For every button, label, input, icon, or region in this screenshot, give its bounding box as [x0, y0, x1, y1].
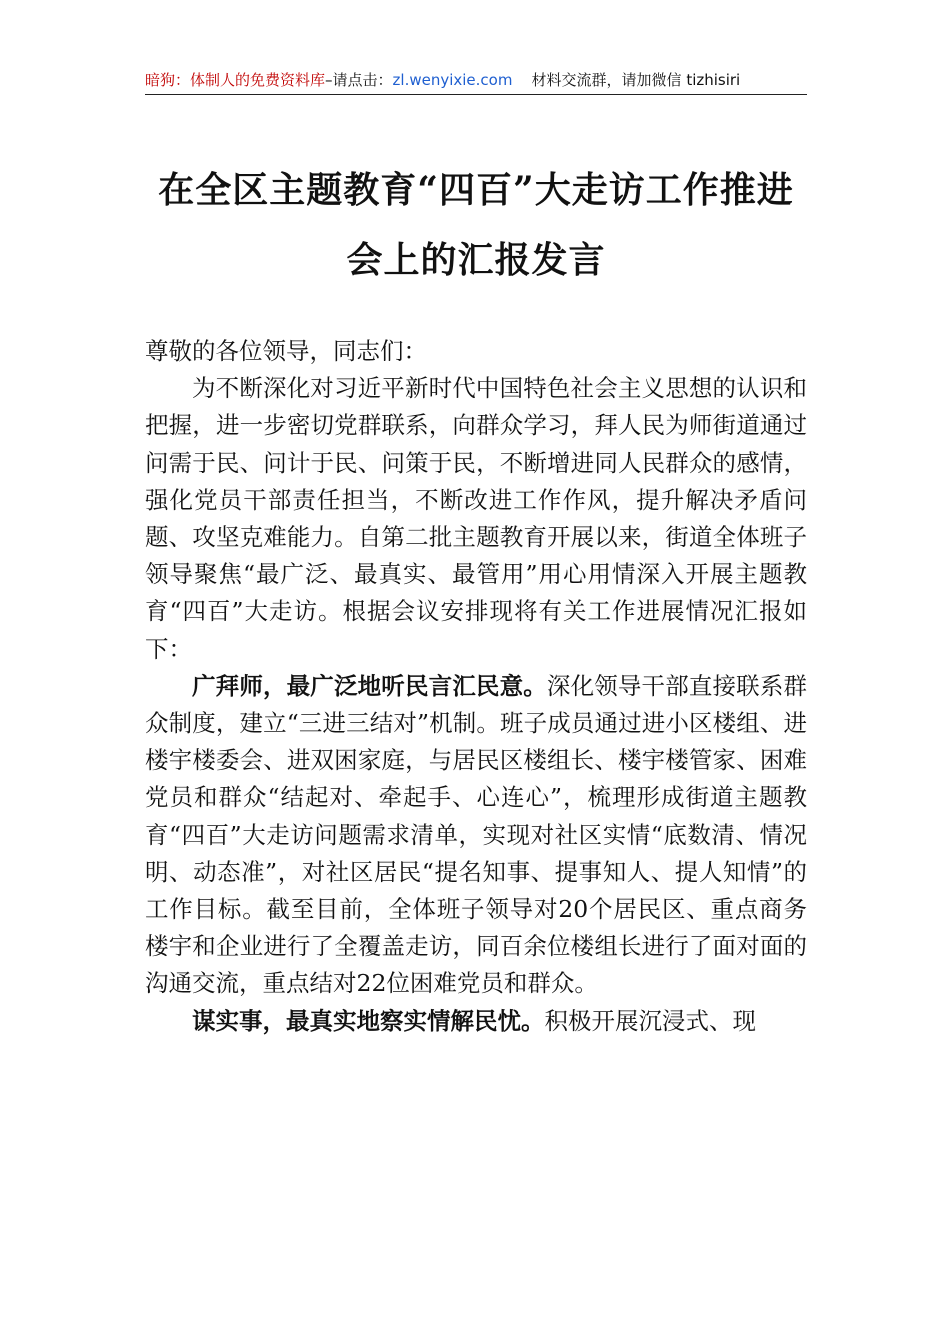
header-site-name: 暗狗：体制人的免费资料库: [145, 71, 326, 89]
document-body: [145, 333, 807, 1040]
salutation: 尊敬的各位领导，同志们：: [145, 337, 427, 365]
intro-paragraph: 为不断深化对习近平新时代中国特色社会主义思想的认识和把握，进一步密切党群联系，向群众学习，拜人民为师街道通过问需于民、问计于民、问策于民，不断增进同人民群众的感情，强化党员干部责任担当，不断改进工作作风，提升解决矛盾问题、攻坚克难能力。自第二批主题教育开展以来，街道全体班子领导聚焦“最广泛、最真实、最管用”用心用情深入开展主题教育“四百”大走访。根据会议安排现将有关工作进展情况汇报如下：: [145, 374, 807, 663]
header-url-link[interactable]: zl.wenyixie.com: [392, 71, 513, 89]
section2-body: 积极开展沉浸式、现: [544, 1006, 756, 1035]
section1-body: 深化领导干部直接联系群众制度，建立“三进三结对”机制。班子成员通过进小区楼组、进楼宇楼委会、进双困家庭，与居民区楼组长、楼宇楼管家、困难党员和群众“结起对、牵起手、心连心”，梳理形成街道主题教育“四百”大走访问题需求清单，实现对社区实情“底数清、情况明、动态准”，对社区居民“提名知事、提事知人、提人知情”的工作目标。截至目前，全体班子领导对20个居民区、重点商务楼宇和企业进行了全覆盖走访，同百余位楼组长进行了面对面的沟通交流，重点结对22位困难党员和群众。: [145, 671, 808, 998]
header-contact: 材料交流群，请加微信 tizhisiri: [531, 71, 741, 89]
section2-lead: 谋实事，最真实地察实情解民忧。: [192, 1006, 545, 1035]
header-click-text: –请点击：: [325, 71, 393, 89]
page-header: [145, 66, 807, 95]
section1-lead: 广拜师，最广泛地听民言汇民意。: [192, 671, 547, 700]
section1-paragraph: [145, 668, 807, 1003]
document-title-line1: 在全区主题教育“四百”大走访工作推进: [158, 169, 794, 211]
document-title-line2: 会上的汇报发言: [346, 239, 606, 281]
section2-paragraph: [145, 1003, 807, 1040]
